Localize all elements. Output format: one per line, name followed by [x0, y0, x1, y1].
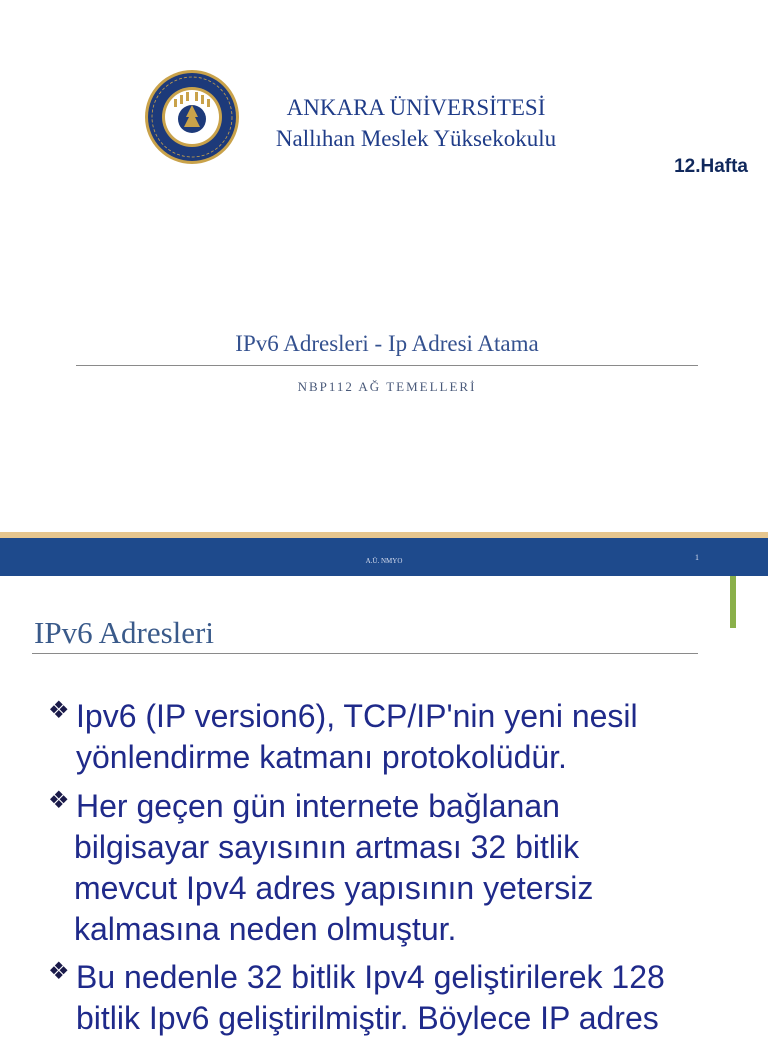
- bullet-text-line: bitlik Ipv6 geliştirilmiştir. Böylece IP adres: [76, 1000, 659, 1036]
- diamond-bullet-icon: ❖: [48, 787, 70, 814]
- bullet-text-line: Bu nedenle 32 bitlik Ipv4 geliştirilerek 128: [76, 959, 665, 995]
- bullet-text-line: yönlendirme katmanı protokolüdür.: [76, 739, 567, 775]
- bullet-text-line: bilgisayar sayısının artması 32 bitlik: [74, 829, 580, 865]
- content-title-divider: [32, 653, 698, 654]
- diamond-bullet-icon: ❖: [48, 697, 70, 724]
- diamond-bullet-icon: ❖: [48, 958, 70, 985]
- school-name: Nallıhan Meslek Yüksekokulu: [275, 126, 557, 151]
- page-number: 1: [695, 553, 699, 562]
- course-subtitle: NBP112 AĞ TEMELLERİ: [297, 379, 477, 394]
- week-label: 12.Hafta: [674, 156, 748, 177]
- bullet-text-line: kalmasına neden olmuştur.: [74, 911, 457, 947]
- footer-text: A.Ü. NMYO: [365, 557, 403, 565]
- accent-bar: [730, 576, 736, 628]
- bullet-text-line: Her geçen gün internete bağlanan: [76, 788, 560, 824]
- bullet-text-line: Ipv6 (IP version6), TCP/IP'nin yeni nesil: [76, 698, 638, 734]
- university-name: ANKARA ÜNİVERSİTESİ: [286, 95, 546, 120]
- slide-title: IPv6 Adresleri - Ip Adresi Atama: [235, 331, 539, 356]
- bullet-text-line: mevcut Ipv4 adres yapısının yetersiz: [74, 870, 594, 906]
- content-slide-title: IPv6 Adresleri: [34, 615, 214, 650]
- title-divider: [76, 365, 698, 366]
